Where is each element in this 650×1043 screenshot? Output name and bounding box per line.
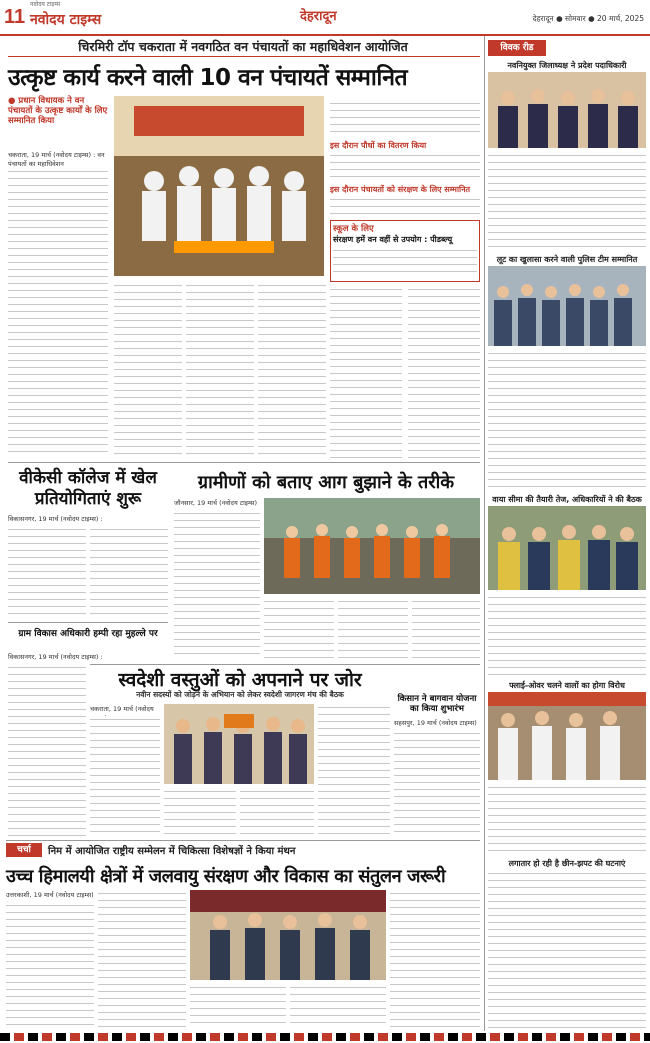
right-body-5 [488,870,646,1028]
footer-strip [0,1033,650,1041]
divider [8,56,480,57]
story5-kicker: नवीन सदस्यों को जोड़ने के अभियान को लेकर स्वदेशी जागरण मंच की बैठक [136,690,344,699]
lead-photo [114,96,324,276]
lead-box-head: स्कूल के लिए [333,224,374,234]
story2-headline: वीकेसी कॉलेज में खेल प्रतियोगिताएं शुरू [19,468,157,509]
side-head-2: इस दौरान पंचायतों को संरक्षण के लिए सम्मानित [330,185,471,194]
story4-body-col1 [8,664,86,836]
masthead-small: नवोदय टाइम्स [30,1,61,8]
side-head-1: इस दौरान पौधों का वितरण किया [330,141,427,150]
divider-4 [90,664,480,665]
side-head-1-wrap [330,140,480,150]
bottom-tag: चर्चा [6,843,42,857]
story5-kicker-wrap [90,690,390,700]
divider-5 [6,840,480,841]
lead-kicker: चिरमिरी टॉप चकराता में नवगठित वन पंचायतों का महाधिवेशन आयोजित [78,39,408,54]
lead-body-col6 [408,286,480,458]
lead-body-col5 [330,286,402,458]
right-head-3: वाया सीमा की तैयारी तेज, अधिकारियों ने की बैठक [492,495,642,504]
lead-box-body [333,247,477,277]
lead-box [330,220,480,282]
page-header [0,0,650,36]
story5-photo [164,704,314,784]
divider-2 [8,462,480,463]
side-head-2-wrap [330,184,480,194]
bottom-byline-wrap [6,890,94,900]
lead-byline: चकराता, 19 मार्च (नवोदय टाइम्स) : वन पंचायतों का महाधिवेशन [8,151,105,168]
story3-body-col2 [264,598,334,660]
lead-body-col2 [114,282,182,458]
right-body-1 [488,152,646,252]
right-photo-2 [488,266,646,346]
right-head-4: फ्लाई-ओवर चलने वालों का होगा विरोध [509,681,625,690]
divider-3 [8,622,168,623]
story5-body-col3 [240,788,314,836]
right-photo-4-art [488,692,646,780]
story3-photo-art [264,498,480,594]
bottom-photo-art [190,890,386,980]
bottom-body-col1 [6,902,94,1028]
story5-byline-wrap [90,704,160,714]
masthead: नवोदय टाइम्स [30,12,102,28]
right-head-1: नवनियुक्त जिलाध्यक्ष ने प्रदेश पदाधिकारी [507,61,627,70]
story4-headline: ग्राम विकास अधिकारी हम्पी रहा मुहल्ले पर [18,629,158,639]
story3-body-col3 [338,598,408,660]
story2-byline: विकासनगर, 19 मार्च (नवोदय टाइम्स) : [8,515,103,523]
story2-body-col2 [90,526,168,616]
right-body-4 [488,784,646,856]
story2-body-col1 [8,526,86,616]
bottom-body-col3 [190,984,286,1028]
story6-byline-wrap [394,718,480,728]
right-title: विवक रीड [488,40,546,56]
side-body-2 [330,196,480,218]
story6-headline: किसान ने बागवान योजना का किया शुभारंभ [397,694,477,714]
story5-byline: चकराता, 19 मार्च (नवोदय [90,705,154,713]
right-photo-4 [488,692,646,780]
story3-headline: ग्रामीणों को बताए आग बुझाने के तरीके [197,472,455,493]
bottom-body-col2 [98,890,186,1028]
right-photo-2-art [488,266,646,346]
story3-byline: जौनसार, 19 मार्च (नवोदय टाइम्स) [174,499,258,507]
story5-photo-art [164,704,314,784]
story3-body-col1 [174,510,260,660]
bottom-photo [190,890,386,980]
right-photo-1-art [488,72,646,148]
bottom-body-col4 [290,984,386,1028]
lead-body-col3 [186,282,254,458]
right-head-2: लूट का खुलासा करने वाली पुलिस टीम सम्मानित [496,255,638,264]
story2-byline-wrap [8,514,168,524]
lead-box-sub: संरक्षण हमें वन वहीं से उपयोग : पीडब्ल्यू [333,235,453,244]
bottom-headline: उच्च हिमालयी क्षेत्रों में जलवायु संरक्षण और विकास का संतुलन जरूरी [6,866,446,887]
lead-body-col4 [258,282,326,458]
story5-body-col4 [318,704,390,836]
right-head-5: लगातार हो रही है छीन-झपट की घटनाएं [508,859,626,868]
bottom-byline: उत्तरकाशी, 19 मार्च (नवोदय टाइम्स) [6,891,94,899]
page-number: 11 [4,6,26,28]
story3-body-col4 [412,598,480,660]
bottom-body-col5 [390,890,480,1028]
lead-photo-art [114,96,324,276]
right-photo-1 [488,72,646,148]
lead-byline-wrap [8,150,108,168]
right-body-2 [488,350,646,492]
lead-headline: उत्कृष्ट कार्य करने वाली 10 वन पंचायतें सम्मानित [8,65,408,91]
lead-body-col1 [8,168,108,458]
lead-highlight: ● प्रधान विधायक ने वन पंचायतों के उत्कृष्ट कार्यों के लिए सम्मानित किया [8,96,108,126]
dateline: देहरादून ● सोमवार ● 20 मार्च, 2025 [532,14,644,23]
bottom-kicker: निम में आयोजित राष्ट्रीय सम्मेलन में चिकित्सा विशेषज्ञों ने किया मंथन [48,846,296,857]
story5-headline: स्वदेशी वस्तुओं को अपनाने पर जोर [118,669,362,691]
story6-body [394,730,480,836]
right-body-3 [488,594,646,678]
story3-byline-wrap [174,498,260,508]
right-col-divider [484,36,485,1031]
story4-byline: विकासनगर, 19 मार्च (नवोदय टाइम्स) : [8,653,103,661]
story5-body-col1 [90,716,160,836]
lead-highlight-box [8,96,108,140]
section-tag: देहरादून [300,9,337,24]
lead-body-right [330,100,480,138]
right-photo-3-art [488,506,646,590]
story4-byline-wrap [8,652,168,662]
side-body-1 [330,152,480,182]
story6-byline: सहसपुर, 19 मार्च (नवोदय टाइम्स) [394,719,477,727]
story5-body-col2 [164,788,236,836]
right-photo-3 [488,506,646,590]
story3-photo [264,498,480,594]
